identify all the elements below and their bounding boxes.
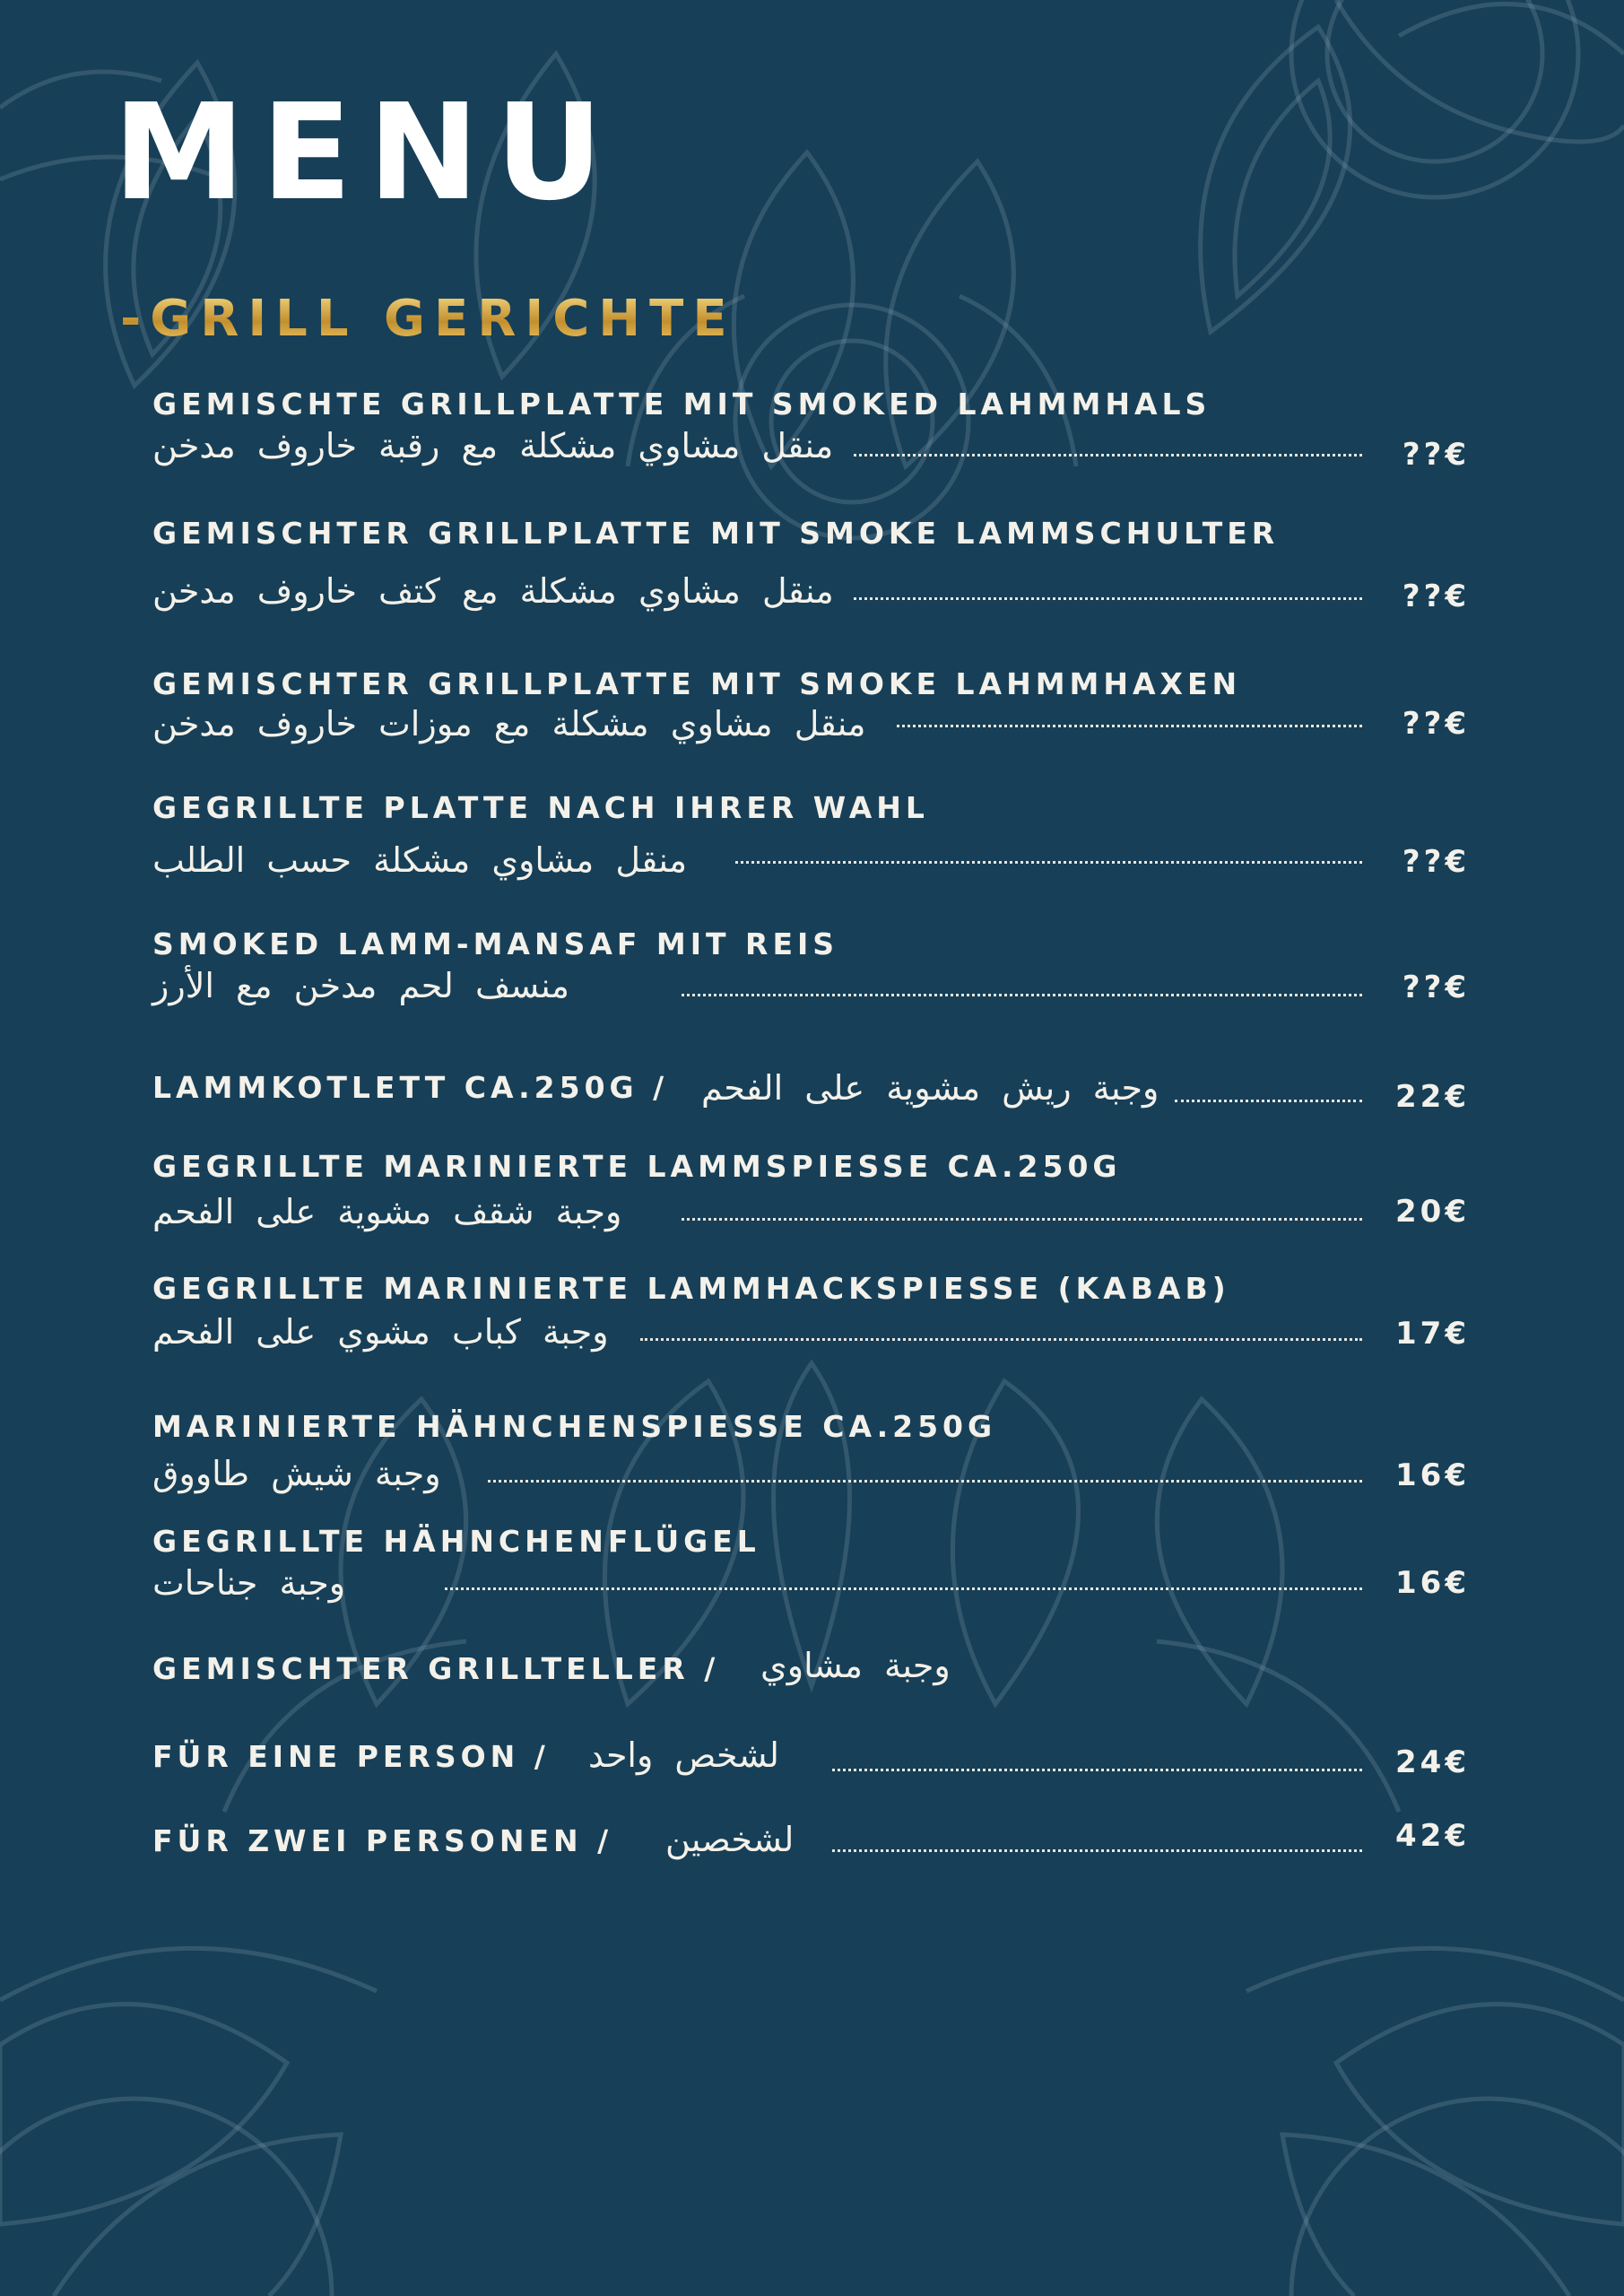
dot-leader	[897, 725, 1362, 727]
option-name-arabic: لشخص واحد	[588, 1735, 779, 1775]
item-name-arabic: وجبة شقف مشوية على الفحم	[152, 1192, 622, 1231]
dot-leader	[445, 1587, 1362, 1590]
item-name-arabic: وجبة كباب مشوي على الفحم	[152, 1312, 609, 1352]
item-name: GEMISCHTER GRILLPLATTE MIT SMOKE LAMMSCHULTER	[152, 516, 1280, 551]
dot-leader	[854, 454, 1362, 457]
item-price: 17€	[1395, 1316, 1470, 1352]
item-price: ??€	[1402, 578, 1470, 614]
dot-leader	[682, 994, 1362, 996]
item-name: GEGRILLTE MARINIERTE LAMMSPIESSE CA.250G	[152, 1149, 1122, 1184]
option-price: 42€	[1395, 1818, 1470, 1854]
item-name: GEGRILLTE HÄHNCHENFLÜGEL	[152, 1524, 760, 1559]
item-name: GEGRILLTE PLATTE NACH IHRER WAHL	[152, 790, 929, 825]
item-name-arabic: منسف لحم مدخن مع الأرز	[152, 966, 569, 1005]
section-heading: -GRILL GERICHTE	[120, 290, 736, 348]
dot-leader	[735, 861, 1362, 864]
item-name: GEMISCHTER GRILLPLATTE MIT SMOKE LAHMMHAXEN	[152, 666, 1242, 701]
item-price: ??€	[1402, 437, 1470, 473]
dot-leader	[1175, 1100, 1362, 1102]
dot-leader	[832, 1849, 1362, 1852]
menu-title: MENU	[113, 75, 620, 230]
option-name: FÜR EINE PERSON /	[152, 1739, 550, 1774]
mixed-grill-name: GEMISCHTER GRILLTELLER /	[152, 1651, 720, 1686]
option-name-arabic: لشخصين	[665, 1820, 795, 1859]
item-name-arabic: وجبة ريش مشوية على الفحم	[701, 1068, 1159, 1108]
item-name: MARINIERTE HÄHNCHENSPIESSE CA.250G	[152, 1409, 997, 1444]
option-name: FÜR ZWEI PERSONEN /	[152, 1823, 613, 1858]
item-name: SMOKED LAMM-MANSAF MIT REIS	[152, 926, 839, 961]
item-price: ??€	[1402, 706, 1470, 742]
dot-leader	[682, 1218, 1362, 1221]
item-price: 20€	[1395, 1194, 1470, 1230]
item-price: ??€	[1402, 844, 1470, 880]
mixed-grill-arabic: وجبة مشاوي	[760, 1646, 951, 1685]
item-name: GEMISCHTE GRILLPLATTE MIT SMOKED LAHMMHALS	[152, 387, 1211, 422]
item-price: 16€	[1395, 1457, 1470, 1493]
item-name: GEGRILLTE MARINIERTE LAMMHACKSPIESSE (KABAB)	[152, 1271, 1230, 1306]
dot-leader	[488, 1480, 1362, 1483]
item-name-arabic: وجبة شيش طاووق	[152, 1454, 441, 1493]
item-name-arabic: وجبة جناحات	[152, 1563, 346, 1603]
item-name-arabic: منقل مشاوي مشكلة مع رقبة خاروف مدخن	[152, 426, 834, 465]
dot-leader	[640, 1338, 1362, 1341]
item-name: LAMMKOTLETT CA.250G /	[152, 1070, 669, 1105]
item-price: 22€	[1395, 1079, 1470, 1115]
item-price: 16€	[1395, 1565, 1470, 1601]
dot-leader	[832, 1769, 1362, 1771]
item-name-arabic: منقل مشاوي مشكلة مع كتف خاروف مدخن	[152, 571, 834, 611]
item-price: ??€	[1402, 970, 1470, 1005]
item-name-arabic: منقل مشاوي مشكلة مع موزات خاروف مدخن	[152, 704, 866, 744]
option-price: 24€	[1395, 1744, 1470, 1780]
dot-leader	[854, 597, 1362, 600]
item-name-arabic: منقل مشاوي مشكلة حسب الطلب	[152, 840, 688, 880]
